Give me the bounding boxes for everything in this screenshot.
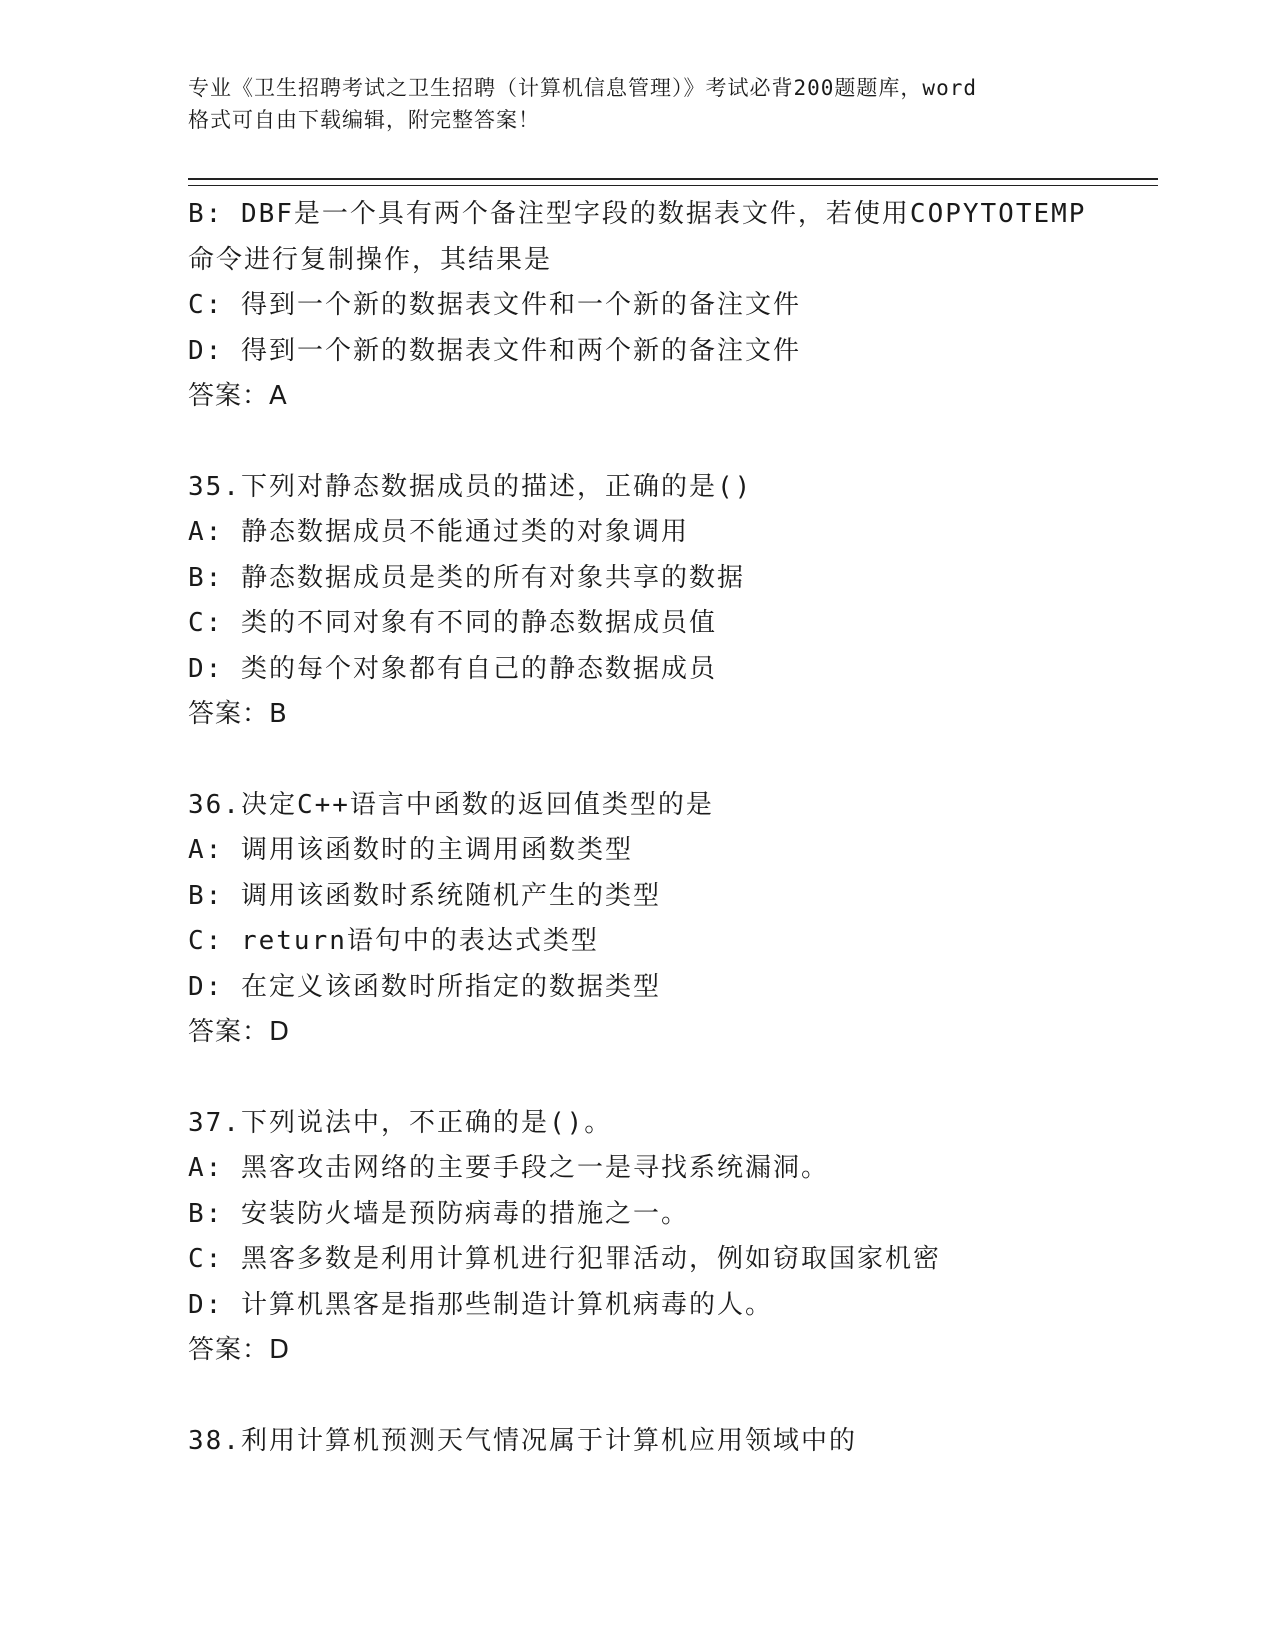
question-block-34	[188, 192, 1188, 420]
option-a: A: 静态数据成员不能通过类的对象调用	[188, 517, 689, 547]
option-c: C: 得到一个新的数据表文件和一个新的备注文件	[188, 290, 801, 320]
document-header	[188, 72, 1088, 136]
header-line-2: 格式可自由下载编辑，附完整答案！	[188, 108, 540, 132]
option-a: A: 调用该函数时的主调用函数类型	[188, 835, 633, 865]
spacer	[188, 738, 1188, 783]
option-b: B: 静态数据成员是类的所有对象共享的数据	[188, 562, 745, 593]
question-text: 35.下列对静态数据成员的描述，正确的是()	[188, 471, 753, 502]
option-d: D: 在定义该函数时所指定的数据类型	[188, 971, 661, 1002]
question-text: 36.决定C++语言中函数的返回值类型的是	[188, 789, 714, 820]
question-block-35	[188, 465, 1188, 738]
spacer	[188, 1374, 1188, 1419]
question-block-37	[188, 1101, 1188, 1374]
option-b: B: DBF是一个具有两个备注型字段的数据表文件，若使用COPYTOTEMP	[188, 199, 1087, 229]
option-a: A: 黑客攻击网络的主要手段之一是寻找系统漏洞。	[188, 1153, 829, 1183]
header-divider	[188, 178, 1158, 186]
question-text: 37.下列说法中，不正确的是()。	[188, 1107, 613, 1138]
option-c: C: 黑客多数是利用计算机进行犯罪活动，例如窃取国家机密	[188, 1244, 941, 1274]
answer-label: 答案：B	[188, 699, 288, 729]
answer-label: 答案：D	[188, 1335, 291, 1365]
question-text: 38.利用计算机预测天气情况属于计算机应用领域中的	[188, 1425, 857, 1456]
option-b: B: 调用该函数时系统随机产生的类型	[188, 880, 661, 911]
spacer	[188, 420, 1188, 465]
option-c: C: 类的不同对象有不同的静态数据成员值	[188, 608, 717, 638]
option-d: D: 计算机黑客是指那些制造计算机病毒的人。	[188, 1289, 773, 1320]
option-b: B: 安装防火墙是预防病毒的措施之一。	[188, 1198, 689, 1229]
spacer	[188, 1056, 1188, 1101]
option-c: C: return语句中的表达式类型	[188, 926, 599, 956]
header-line-1: 专业《卫生招聘考试之卫生招聘（计算机信息管理）》考试必背200题题库，word	[188, 76, 977, 100]
question-list	[188, 192, 1188, 1464]
answer-label: 答案：A	[188, 381, 288, 411]
option-d: D: 得到一个新的数据表文件和两个新的备注文件	[188, 335, 801, 366]
answer-label: 答案：D	[188, 1017, 291, 1047]
question-block-36	[188, 783, 1188, 1056]
option-d: D: 类的每个对象都有自己的静态数据成员	[188, 653, 717, 684]
question-block-38	[188, 1419, 1188, 1465]
option-b-continued: 命令进行复制操作，其结果是	[188, 244, 553, 275]
